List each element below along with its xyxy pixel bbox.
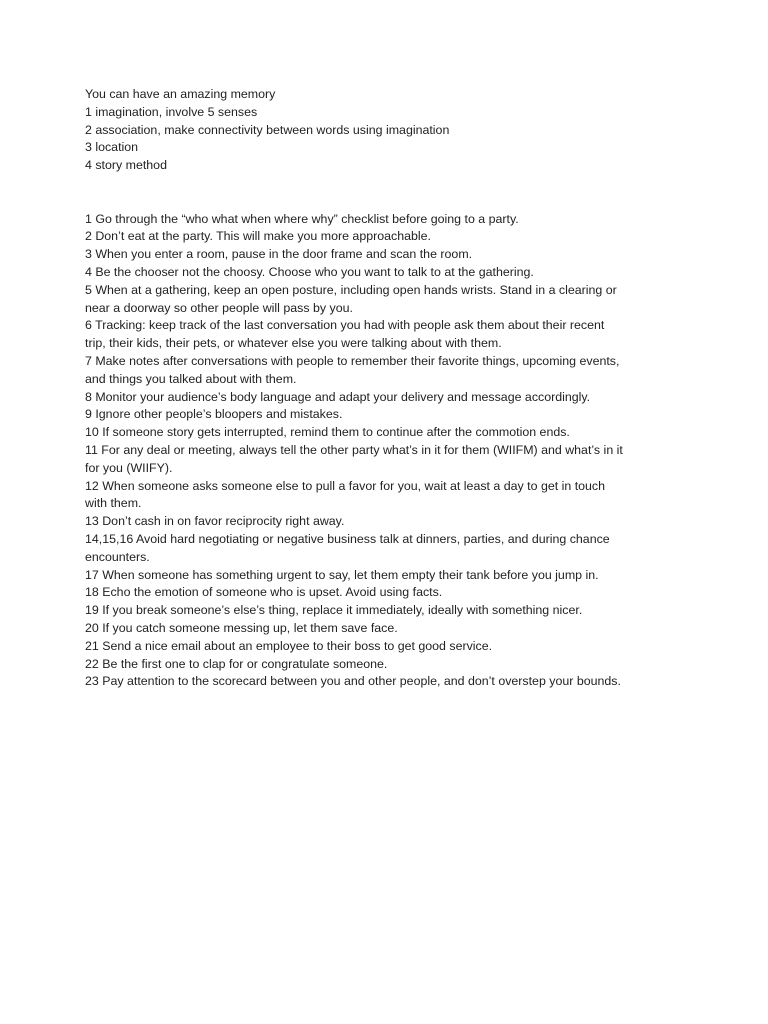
tip-item: 11 For any deal or meeting, always tell the other party what’s in it for them (WIIFM) and what’s in it for you (WIIFY). (85, 442, 623, 475)
section-spacer (85, 175, 625, 211)
intro-item: 4 story method (85, 158, 167, 173)
tip-item: 7 Make notes after conversations with people to remember their favorite things, upcoming events, and things you talked about with them. (85, 353, 620, 386)
tip-item: 23 Pay attention to the scorecard between you and other people, and don’t overstep your bounds. (85, 674, 621, 689)
tip-item: 22 Be the first one to clap for or congratulate someone. (85, 656, 388, 671)
tip-item: 5 When at a gathering, keep an open posture, including open hands wrists. Stand in a clearing or near a doorway so other people will pass by you. (85, 282, 617, 315)
tip-item: 1 Go through the “who what when where why” checklist before going to a party. (85, 211, 519, 226)
tip-item: 18 Echo the emotion of someone who is upset. Avoid using facts. (85, 585, 443, 600)
tip-item: 21 Send a nice email about an employee to their boss to get good service. (85, 638, 493, 653)
tip-item: 14,15,16 Avoid hard negotiating or negative business talk at dinners, parties, and during chance encounters. (85, 531, 610, 564)
tip-item: 3 When you enter a room, pause in the door frame and scan the room. (85, 247, 473, 262)
tip-item: 6 Tracking: keep track of the last conversation you had with people ask them about their recent trip, their kids, their pets, or whatever else you were talking about with them. (85, 318, 605, 351)
tip-item: 8 Monitor your audience’s body language and adapt your delivery and message accordingly. (85, 389, 591, 404)
tip-item: 9 Ignore other people’s bloopers and mistakes. (85, 407, 343, 422)
intro-item: 3 location (85, 140, 139, 155)
tip-item: 19 If you break someone’s else’s thing, replace it immediately, ideally with something nicer. (85, 603, 583, 618)
intro-item: 1 imagination, involve 5 senses (85, 104, 258, 119)
intro-heading: You can have an amazing memory (85, 87, 276, 101)
tip-item: 10 If someone story gets interrupted, remind them to continue after the commotion ends. (85, 425, 570, 440)
intro-item: 2 association, make connectivity between words using imagination (85, 122, 450, 137)
tip-item: 13 Don’t cash in on favor reciprocity right away. (85, 514, 345, 529)
tip-item: 20 If you catch someone messing up, let them save face. (85, 620, 398, 635)
tip-item: 2 Don’t eat at the party. This will make you more approachable. (85, 229, 431, 244)
document-body (85, 86, 625, 691)
tip-item: 17 When someone has something urgent to say, let them empty their tank before you jump in. (85, 567, 599, 582)
tip-item: 12 When someone asks someone else to pull a favor for you, wait at least a day to get in touch with them. (85, 478, 606, 511)
tip-item: 4 Be the chooser not the choosy. Choose who you want to talk to at the gathering. (85, 264, 534, 279)
